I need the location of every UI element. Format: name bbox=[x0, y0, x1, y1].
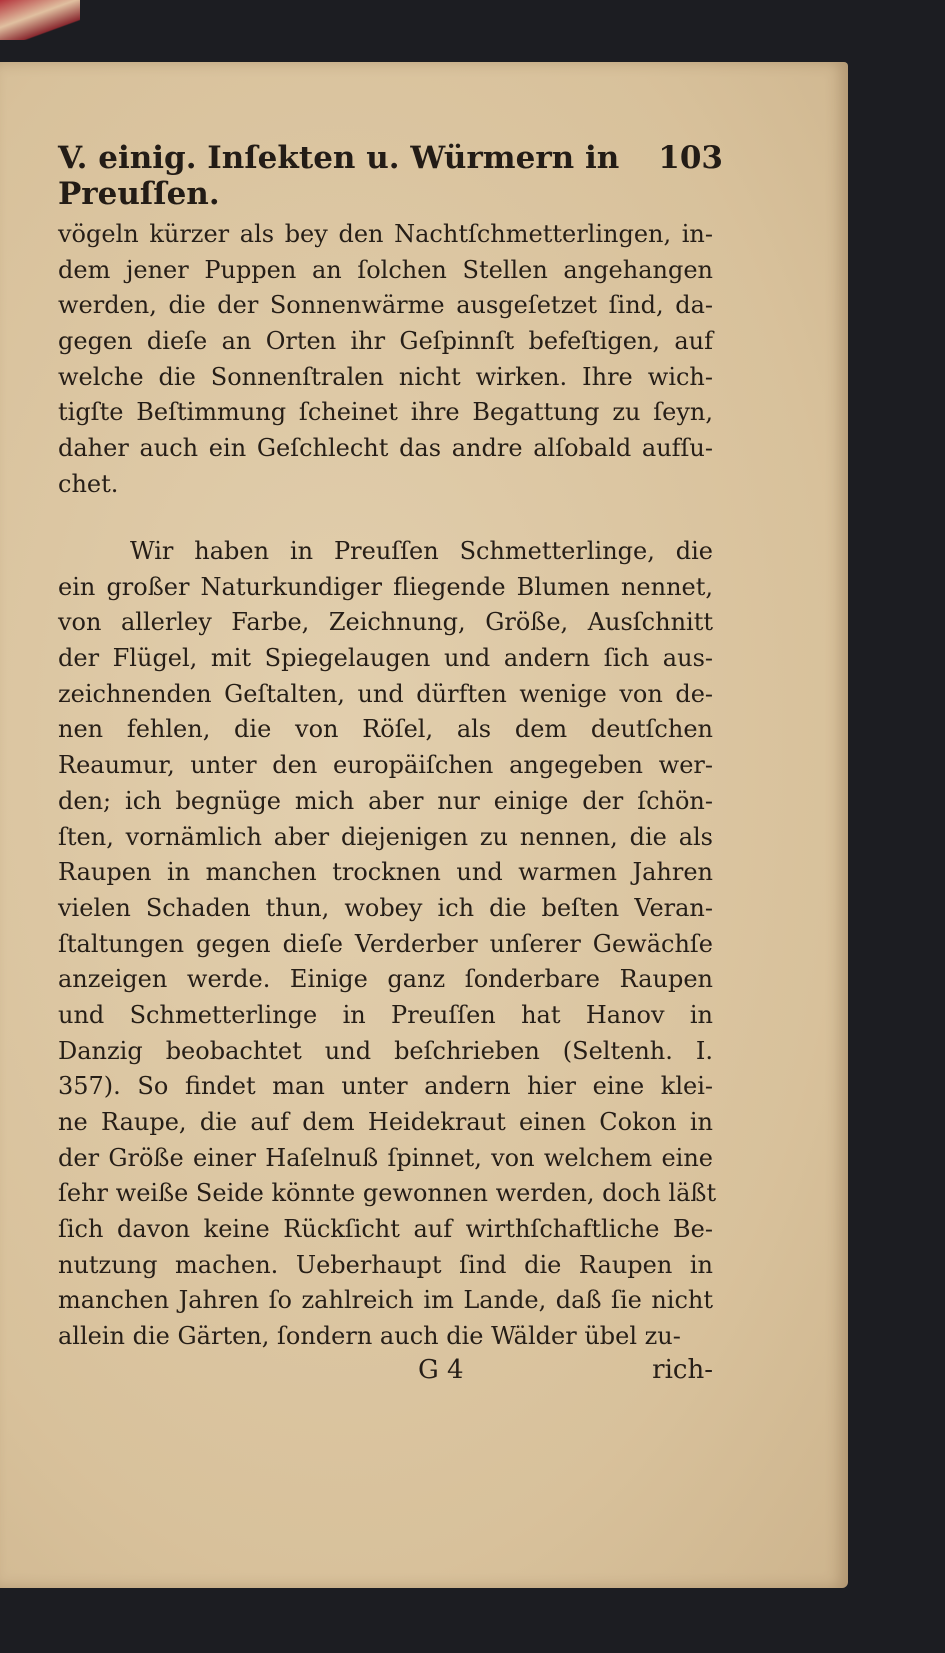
bookmark-ribbon bbox=[0, 0, 80, 40]
text-line: vielen Schaden thun, wobey ich die beſten Veran- bbox=[58, 893, 713, 922]
running-title: V. einig. Inſekten u. Würmern in Preuſſen. bbox=[58, 140, 620, 212]
text-line: 357). So findet man unter andern hier eine klei- bbox=[58, 1072, 713, 1101]
text-line: ſtaltungen gegen dieſe Verderber unſerer Gewächſe bbox=[58, 929, 713, 958]
page-number: 103 bbox=[658, 140, 723, 176]
text-line: vögeln kürzer als bey den Nachtſchmetterlingen, in- bbox=[58, 220, 713, 248]
text-line: von allerley Farbe, Zeichnung, Größe, Ausſchnitt bbox=[58, 608, 713, 637]
text-line: nutzung machen. Ueberhaupt ſind die Raupen in bbox=[58, 1250, 713, 1279]
text-line: daher auch ein Geſchlecht das andre alſobald aufſu- bbox=[58, 434, 713, 463]
text-line: ein großer Naturkundiger fliegende Blumen nennet, bbox=[58, 572, 713, 601]
text-line: zeichnenden Geſtalten, und dürften wenige von de- bbox=[58, 679, 713, 708]
catchword: rich- bbox=[652, 1355, 713, 1385]
text-line: gegen dieſe an Orten ihr Geſpinnſt befeſtigen, auf bbox=[58, 327, 713, 356]
text-line: dem jener Puppen an ſolchen Stellen angehangen bbox=[58, 255, 713, 284]
text-line: der Flügel, mit Spiegelaugen und andern ſich aus- bbox=[58, 644, 713, 673]
text-line: und Schmetterlinge in Preuſſen hat Hanov in bbox=[58, 1000, 713, 1029]
paragraph-1 bbox=[58, 217, 713, 503]
text-line: Danzig beobachtet und beſchrieben (Seltenh. I. bbox=[58, 1036, 713, 1065]
paragraph-2 bbox=[58, 534, 717, 1355]
text-line: allein die Gärten, ſondern auch die Wälder übel zu- bbox=[58, 1322, 681, 1351]
text-line: tigſte Beſtimmung ſcheinet ihre Begattung zu ſeyn, bbox=[58, 398, 713, 427]
text-line: Raupen in manchen trocknen und warmen Jahren bbox=[58, 858, 713, 887]
text-line: Wir haben in Preuſſen Schmetterlinge, die bbox=[130, 537, 713, 565]
text-line: anzeigen werde. Einige ganz ſonderbare Raupen bbox=[58, 965, 713, 994]
text-line: Reaumur, unter den europäiſchen angegeben wer- bbox=[58, 751, 713, 780]
text-line: manchen Jahren ſo zahlreich im Lande, daß ſie nicht bbox=[58, 1286, 713, 1315]
text-line: der Größe einer Haſelnuß ſpinnet, von welchem eine bbox=[58, 1143, 713, 1172]
text-line: werden, die der Sonnenwärme ausgeſetzet ſind, da- bbox=[58, 291, 713, 320]
text-line: ſich davon keine Rückſicht auf wirthſchaftliche Be- bbox=[58, 1215, 713, 1244]
text-line: chet. bbox=[58, 469, 119, 498]
text-line: den; ich begnüge mich aber nur einige der ſchön- bbox=[58, 786, 713, 815]
text-line: ſten, vornämlich aber diejenigen zu nennen, die als bbox=[58, 822, 713, 851]
signature-mark: G 4 bbox=[418, 1355, 464, 1385]
text-line: ſehr weiße Seide könnte gewonnen werden, doch läßt bbox=[58, 1179, 717, 1208]
text-line: welche die Sonnenſtralen nicht wirken. Ihre wich- bbox=[58, 362, 713, 391]
text-line: ne Raupe, die auf dem Heidekraut einen Cokon in bbox=[58, 1108, 713, 1136]
text-line: nen fehlen, die von Röſel, als dem deutſchen bbox=[58, 715, 713, 744]
page-header bbox=[58, 140, 723, 212]
